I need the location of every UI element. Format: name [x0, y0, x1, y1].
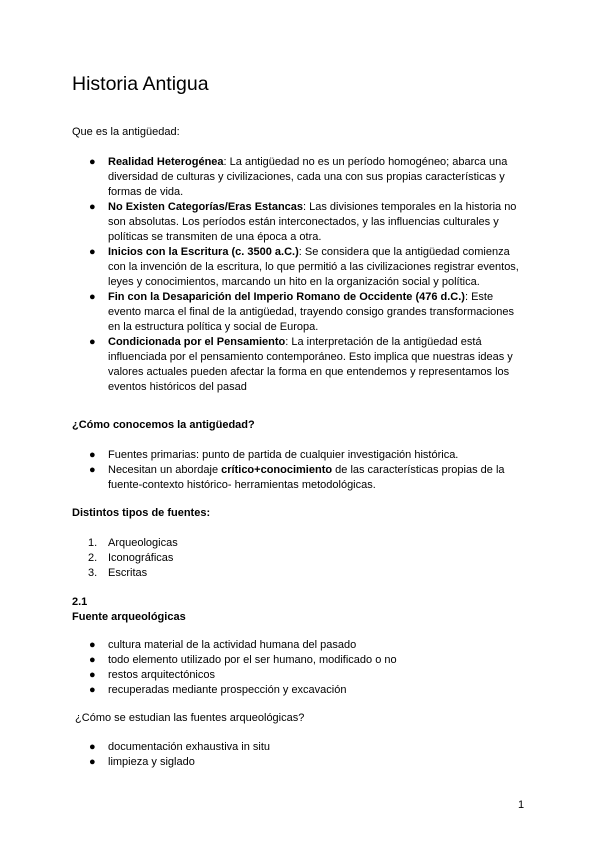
item-text: recuperadas mediante prospección y excavación [108, 684, 347, 696]
list-item [72, 200, 528, 245]
section-heading: Distintos tipos de fuentes: [72, 507, 211, 519]
item-text: Escritas [108, 567, 148, 579]
item-number: 1. [88, 537, 98, 549]
item-text: Iconográficas [108, 552, 174, 564]
bullet-icon: ● [89, 756, 96, 768]
item-text: limpieza y siglado [108, 756, 195, 768]
bullet-icon: ● [89, 669, 96, 681]
bullet-icon: ● [89, 246, 96, 258]
item-text: de las características propias de la fuente-contexto histórico- herramientas metodológicas. [108, 464, 505, 491]
bullet-icon: ● [89, 336, 96, 348]
item-number: 2. [88, 552, 98, 564]
item-bold: Inicios con la Escritura (c. 3500 a.C.) [108, 246, 299, 258]
page-number: 1 [518, 799, 525, 811]
item-text: Necesitan un abordaje [108, 464, 222, 476]
item-number: 3. [88, 567, 98, 579]
bullet-icon: ● [89, 654, 96, 666]
item-text: todo elemento utilizado por el ser humano, modificado o no [108, 654, 397, 666]
list-item [72, 740, 528, 755]
characteristics-list [72, 155, 528, 395]
question-text: ¿Cómo se estudian las fuentes arqueológicas? [72, 712, 305, 724]
list-item [72, 653, 528, 668]
tipos-list [72, 536, 528, 581]
item-text: : La interpretación de la antigüedad está influenciada por el pensamiento contemporáneo. Esto implica que nuestras ideas y valores actuales pueden afectar la forma en que entendemos y representamos los eventos históricos del pasad [108, 336, 513, 393]
list-item [72, 335, 528, 395]
section-heading: ¿Cómo conocemos la antigüedad? [72, 419, 255, 431]
bullet-icon: ● [89, 156, 96, 168]
bullet-icon: ● [89, 449, 96, 461]
bullet-icon: ● [89, 639, 96, 651]
item-text: : La antigüedad no es un período homogéneo; abarca una diversidad de culturas y civilizaciones, cada una con sus propias características y formas de vida. [108, 156, 508, 198]
bullet-icon: ● [89, 291, 96, 303]
bullet-icon: ● [89, 201, 96, 213]
intro-text: Que es la antigüedad: [72, 126, 180, 138]
list-item [72, 683, 528, 698]
item-text: : Las divisiones temporales en la historia no son absolutas. Los períodos están interconectados, y las influencias culturales y políticas se transmiten de una época a otra. [108, 201, 517, 243]
list-item [72, 755, 528, 770]
bullet-icon: ● [89, 464, 96, 476]
item-bold: crítico+conocimiento [221, 464, 333, 476]
section-heading: Fuente arqueológicas [72, 611, 186, 623]
item-bold: No Existen Categorías/Eras Estancas [108, 201, 304, 213]
bullet-icon: ● [89, 684, 96, 696]
section-number: 2.1 [72, 596, 88, 608]
list-item [72, 448, 528, 463]
estudio-list [72, 740, 528, 770]
item-text: Arqueologicas [108, 537, 178, 549]
item-text: : Este evento marca el final de la antigüedad, trayendo consigo grandes transformaciones en la estructura política y social de Europa. [108, 291, 515, 333]
list-item [72, 638, 528, 653]
list-item [72, 155, 528, 200]
list-item [72, 463, 528, 493]
list-item [72, 668, 528, 683]
item-text: documentación exhaustiva in situ [108, 741, 271, 753]
item-text: Fuentes primarias: punto de partida de cualquier investigación histórica. [108, 449, 459, 461]
page-title: Historia Antigua [72, 73, 209, 95]
list-item [72, 245, 528, 290]
item-bold: Condicionada por el Pensamiento [108, 336, 286, 348]
list-item [72, 290, 528, 335]
item-text: cultura material de la actividad humana del pasado [108, 639, 357, 651]
item-text: restos arquitectónicos [108, 669, 215, 681]
item-bold: Fin con la Desaparición del Imperio Romano de Occidente (476 d.C.) [108, 291, 465, 303]
list-item [72, 551, 528, 566]
list-item [72, 566, 528, 581]
conocemos-list [72, 448, 528, 493]
bullet-icon: ● [89, 741, 96, 753]
item-text: : Se considera que la antigüedad comienza con la invención de la escritura, lo que permitió a las civilizaciones registrar eventos, leyes y conocimientos, marcando un hito en la organización social y política. [108, 246, 519, 288]
item-bold: Realidad Heterogénea [108, 156, 224, 168]
arqueologicas-list [72, 638, 528, 698]
list-item [72, 536, 528, 551]
